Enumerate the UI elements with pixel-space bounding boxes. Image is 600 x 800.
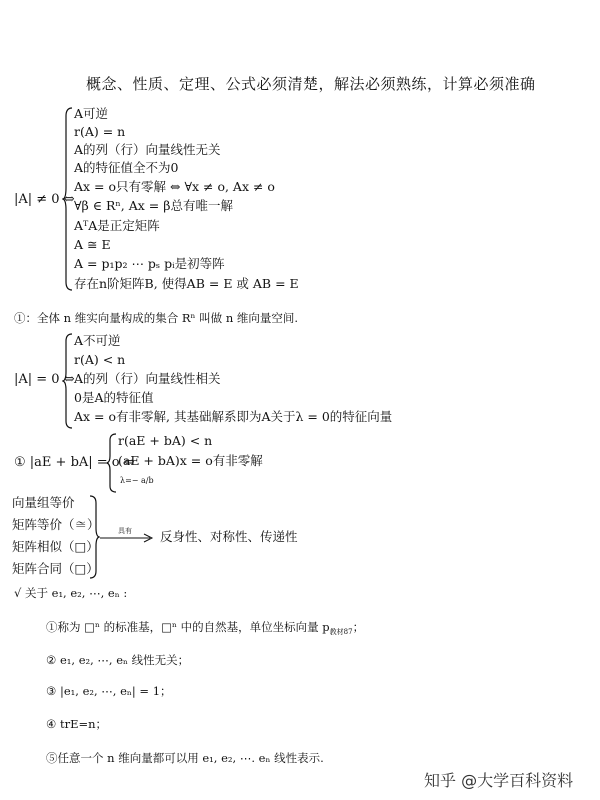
- block1-item: A = p₁p₂ ⋯ pₛ pᵢ是初等阵: [74, 256, 225, 271]
- block2-item: A的列（行）向量线性相关: [74, 371, 221, 386]
- block1-item: A的特征值全不为0: [74, 160, 179, 175]
- block5-item-text: ①称为 □ⁿ 的标准基，□ⁿ 中的自然基，单位坐标向量 p: [46, 620, 330, 634]
- block5-item: [46, 619, 364, 637]
- block5-item: ⑤任意一个 n 维向量都可以用 e₁, e₂, ⋯. eₙ 线性表示.: [46, 751, 324, 765]
- block4-item: 矩阵合同（□）: [12, 561, 99, 576]
- block1-item: r(A) = n: [74, 124, 126, 139]
- block2-item: 0是A的特征值: [74, 390, 154, 405]
- block3-item-lambda: λ=− a/b: [120, 476, 154, 485]
- block4-item: 矩阵相似（□）: [12, 539, 99, 554]
- watermark: 知乎 @大学百科资料: [424, 771, 574, 790]
- arrow-label: 具有: [118, 527, 132, 535]
- note-vector-space: ①：全体 n 维实向量构成的集合 Rⁿ 叫做 n 维向量空间.: [14, 311, 299, 325]
- block5-subscript: 教材87: [329, 628, 353, 636]
- block1-item: ∀β ∈ Rⁿ, Ax = β总有唯一解: [74, 198, 233, 213]
- block5-header: √ 关于 e₁, e₂, ⋯, eₙ :: [14, 586, 128, 600]
- block1-lhs: |A| ≠ 0 ⇔: [14, 192, 75, 207]
- page-title: 概念、性质、定理、公式必须清楚，解法必须熟练，计算必须准确: [86, 75, 536, 93]
- block1-item: Ax = o只有零解 ⇔ ∀x ≠ o, Ax ≠ o: [74, 179, 275, 194]
- block3-brace: [106, 432, 118, 494]
- block5-item-tail: ；: [352, 620, 365, 634]
- block3-item: r(aE + bA) < n: [118, 433, 213, 448]
- block1-item: 存在n阶矩阵B, 使得AB = E 或 AB = E: [74, 276, 299, 291]
- block2-brace: [62, 332, 74, 430]
- block2-item: A不可逆: [74, 333, 121, 348]
- block1-brace: [62, 106, 74, 292]
- block4-item: 矩阵等价（≅）: [12, 517, 100, 532]
- block2-lhs: |A| = 0 ⇔: [14, 372, 75, 387]
- block1-item: A的列（行）向量线性无关: [74, 142, 221, 157]
- block1-item: AᵀA是正定矩阵: [74, 218, 160, 233]
- block3-item: (aE + bA)x = o有非零解: [118, 453, 263, 468]
- block5-item: ② e₁, e₂, ⋯, eₙ 线性无关；: [46, 653, 190, 667]
- block5-item: ③ |e₁, e₂, ⋯, eₙ| = 1；: [46, 684, 172, 698]
- block1-item: A ≅ E: [74, 237, 111, 252]
- block5-item: ④ trE=n；: [46, 717, 108, 731]
- block2-item: r(A) < n: [74, 352, 126, 367]
- block4-item: 向量组等价: [12, 495, 75, 510]
- block3-lhs: ① |aE + bA| = o ⇔: [14, 455, 135, 470]
- block1-item: A可逆: [74, 106, 109, 121]
- block2-item: Ax = o有非零解, 其基础解系即为A关于λ = 0的特征向量: [74, 409, 393, 424]
- block4-result: 反身性、对称性、传递性: [160, 529, 298, 544]
